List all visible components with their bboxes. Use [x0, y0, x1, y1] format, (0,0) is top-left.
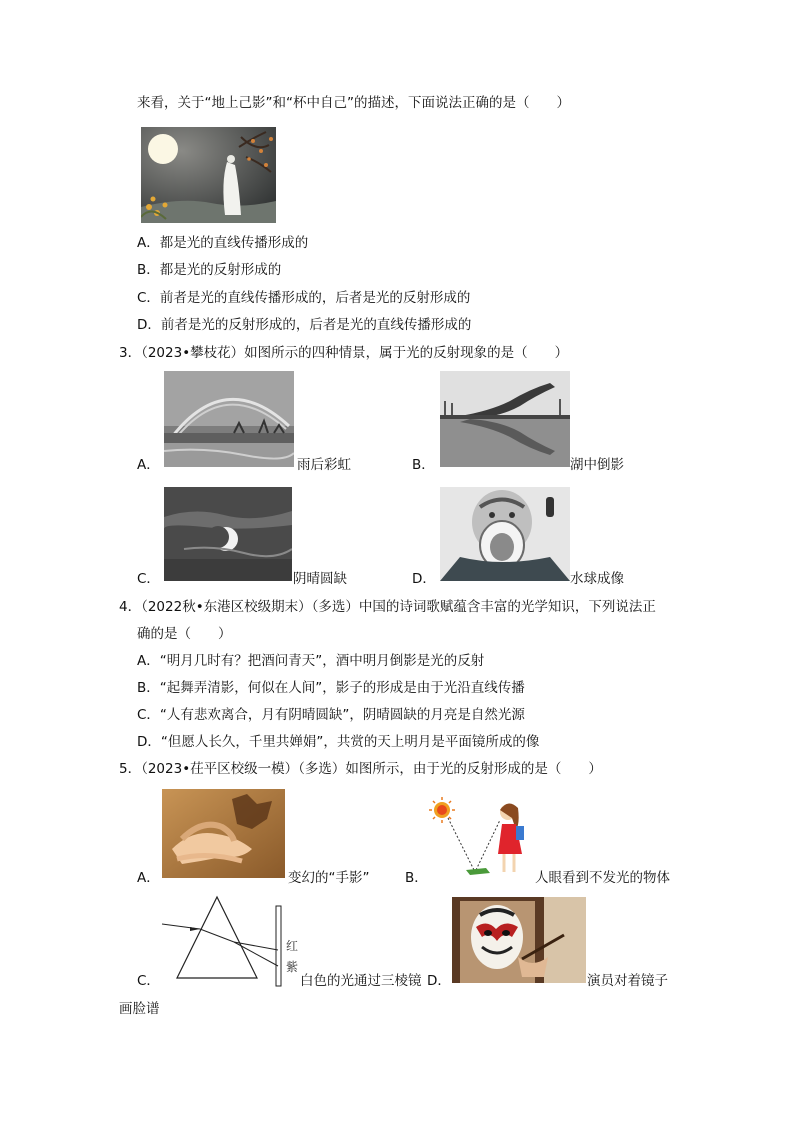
q4-option-c: C．“人有悲欢离合，月有阴晴圆缺”，阴晴圆缺的月亮是自然光源: [137, 707, 525, 723]
q5-hand-shadow-image: [162, 789, 285, 878]
q5-sun-book-girl-image: [428, 796, 534, 878]
q4-option-a: A．“明月几时有？把酒问青天”，酒中明月倒影是光的反射: [137, 653, 485, 669]
q3-option-d-caption: 水球成像: [570, 571, 624, 587]
q5-option-d-caption: 演员对着镜子: [587, 973, 668, 989]
q5-option-c-letter: C．: [137, 973, 160, 989]
q2-option-b: B．都是光的反射形成的: [137, 262, 282, 278]
q3-stem: 3．（2023•攀枝花）如图所示的四种情景，属于光的反射现象的是（ ）: [119, 345, 569, 361]
q3-option-d-letter: D．: [412, 571, 436, 587]
q5-option-b-letter: B．: [405, 870, 428, 886]
q5-stem: 5．（2023•茌平区校级一模）（多选）如图所示，由于光的反射形成的是（ ）: [119, 761, 602, 777]
q5-prism-red-label: 红: [286, 939, 299, 953]
q3-rainbow-image: [164, 371, 294, 467]
q5-option-c-caption: 白色的光通过三棱镜: [300, 973, 422, 989]
q5-option-d-letter: D．: [427, 973, 451, 989]
q4-stem-line2: 确的是（ ）: [137, 626, 232, 642]
q3-moon-phases-image: [164, 487, 292, 581]
q5-option-d-caption-cont: 画脸谱: [119, 1001, 160, 1017]
q3-option-c-caption: 阴晴圆缺: [293, 571, 347, 587]
q2-stem: 来看，关于“地上己影”和“杯中自己”的描述，下面说法正确的是（ ）: [137, 95, 570, 111]
q2-option-a: A．都是光的直线传播形成的: [137, 235, 309, 251]
q4-stem-line1: 4．（2022秋•东港区校级期末）（多选）中国的诗词歌赋蕴含丰富的光学知识，下列说法正: [119, 599, 656, 615]
q5-opera-mirror-image: [452, 897, 586, 983]
q2-option-d: D．前者是光的反射形成的，后者是光的直线传播形成的: [137, 317, 472, 333]
q5-prism-purple-label: 紫: [286, 960, 299, 974]
q2-moon-poet-image: [141, 127, 276, 223]
q3-lake-reflection-image: [440, 371, 570, 467]
q4-option-b: B．“起舞弄清影，何似在人间”，影子的形成是由于光沿直线传播: [137, 680, 525, 696]
q5-option-a-caption: 变幻的“手影”: [288, 870, 370, 886]
q3-option-b-letter: B．: [412, 457, 435, 473]
q3-option-b-caption: 湖中倒影: [570, 457, 624, 473]
q3-option-a-caption: 雨后彩虹: [297, 457, 351, 473]
q5-option-a-letter: A．: [137, 870, 160, 886]
q2-option-c: C．前者是光的直线传播形成的，后者是光的反射形成的: [137, 290, 471, 306]
q3-water-ball-image: [440, 487, 570, 581]
q5-prism-diagram: [160, 894, 300, 988]
q3-option-a-letter: A．: [137, 457, 160, 473]
q3-option-c-letter: C．: [137, 571, 160, 587]
q5-option-b-caption: 人眼看到不发光的物体: [535, 870, 670, 886]
q4-option-d: D．“但愿人长久，千里共婵娟”，共赏的天上明月是平面镜所成的像: [137, 734, 540, 750]
